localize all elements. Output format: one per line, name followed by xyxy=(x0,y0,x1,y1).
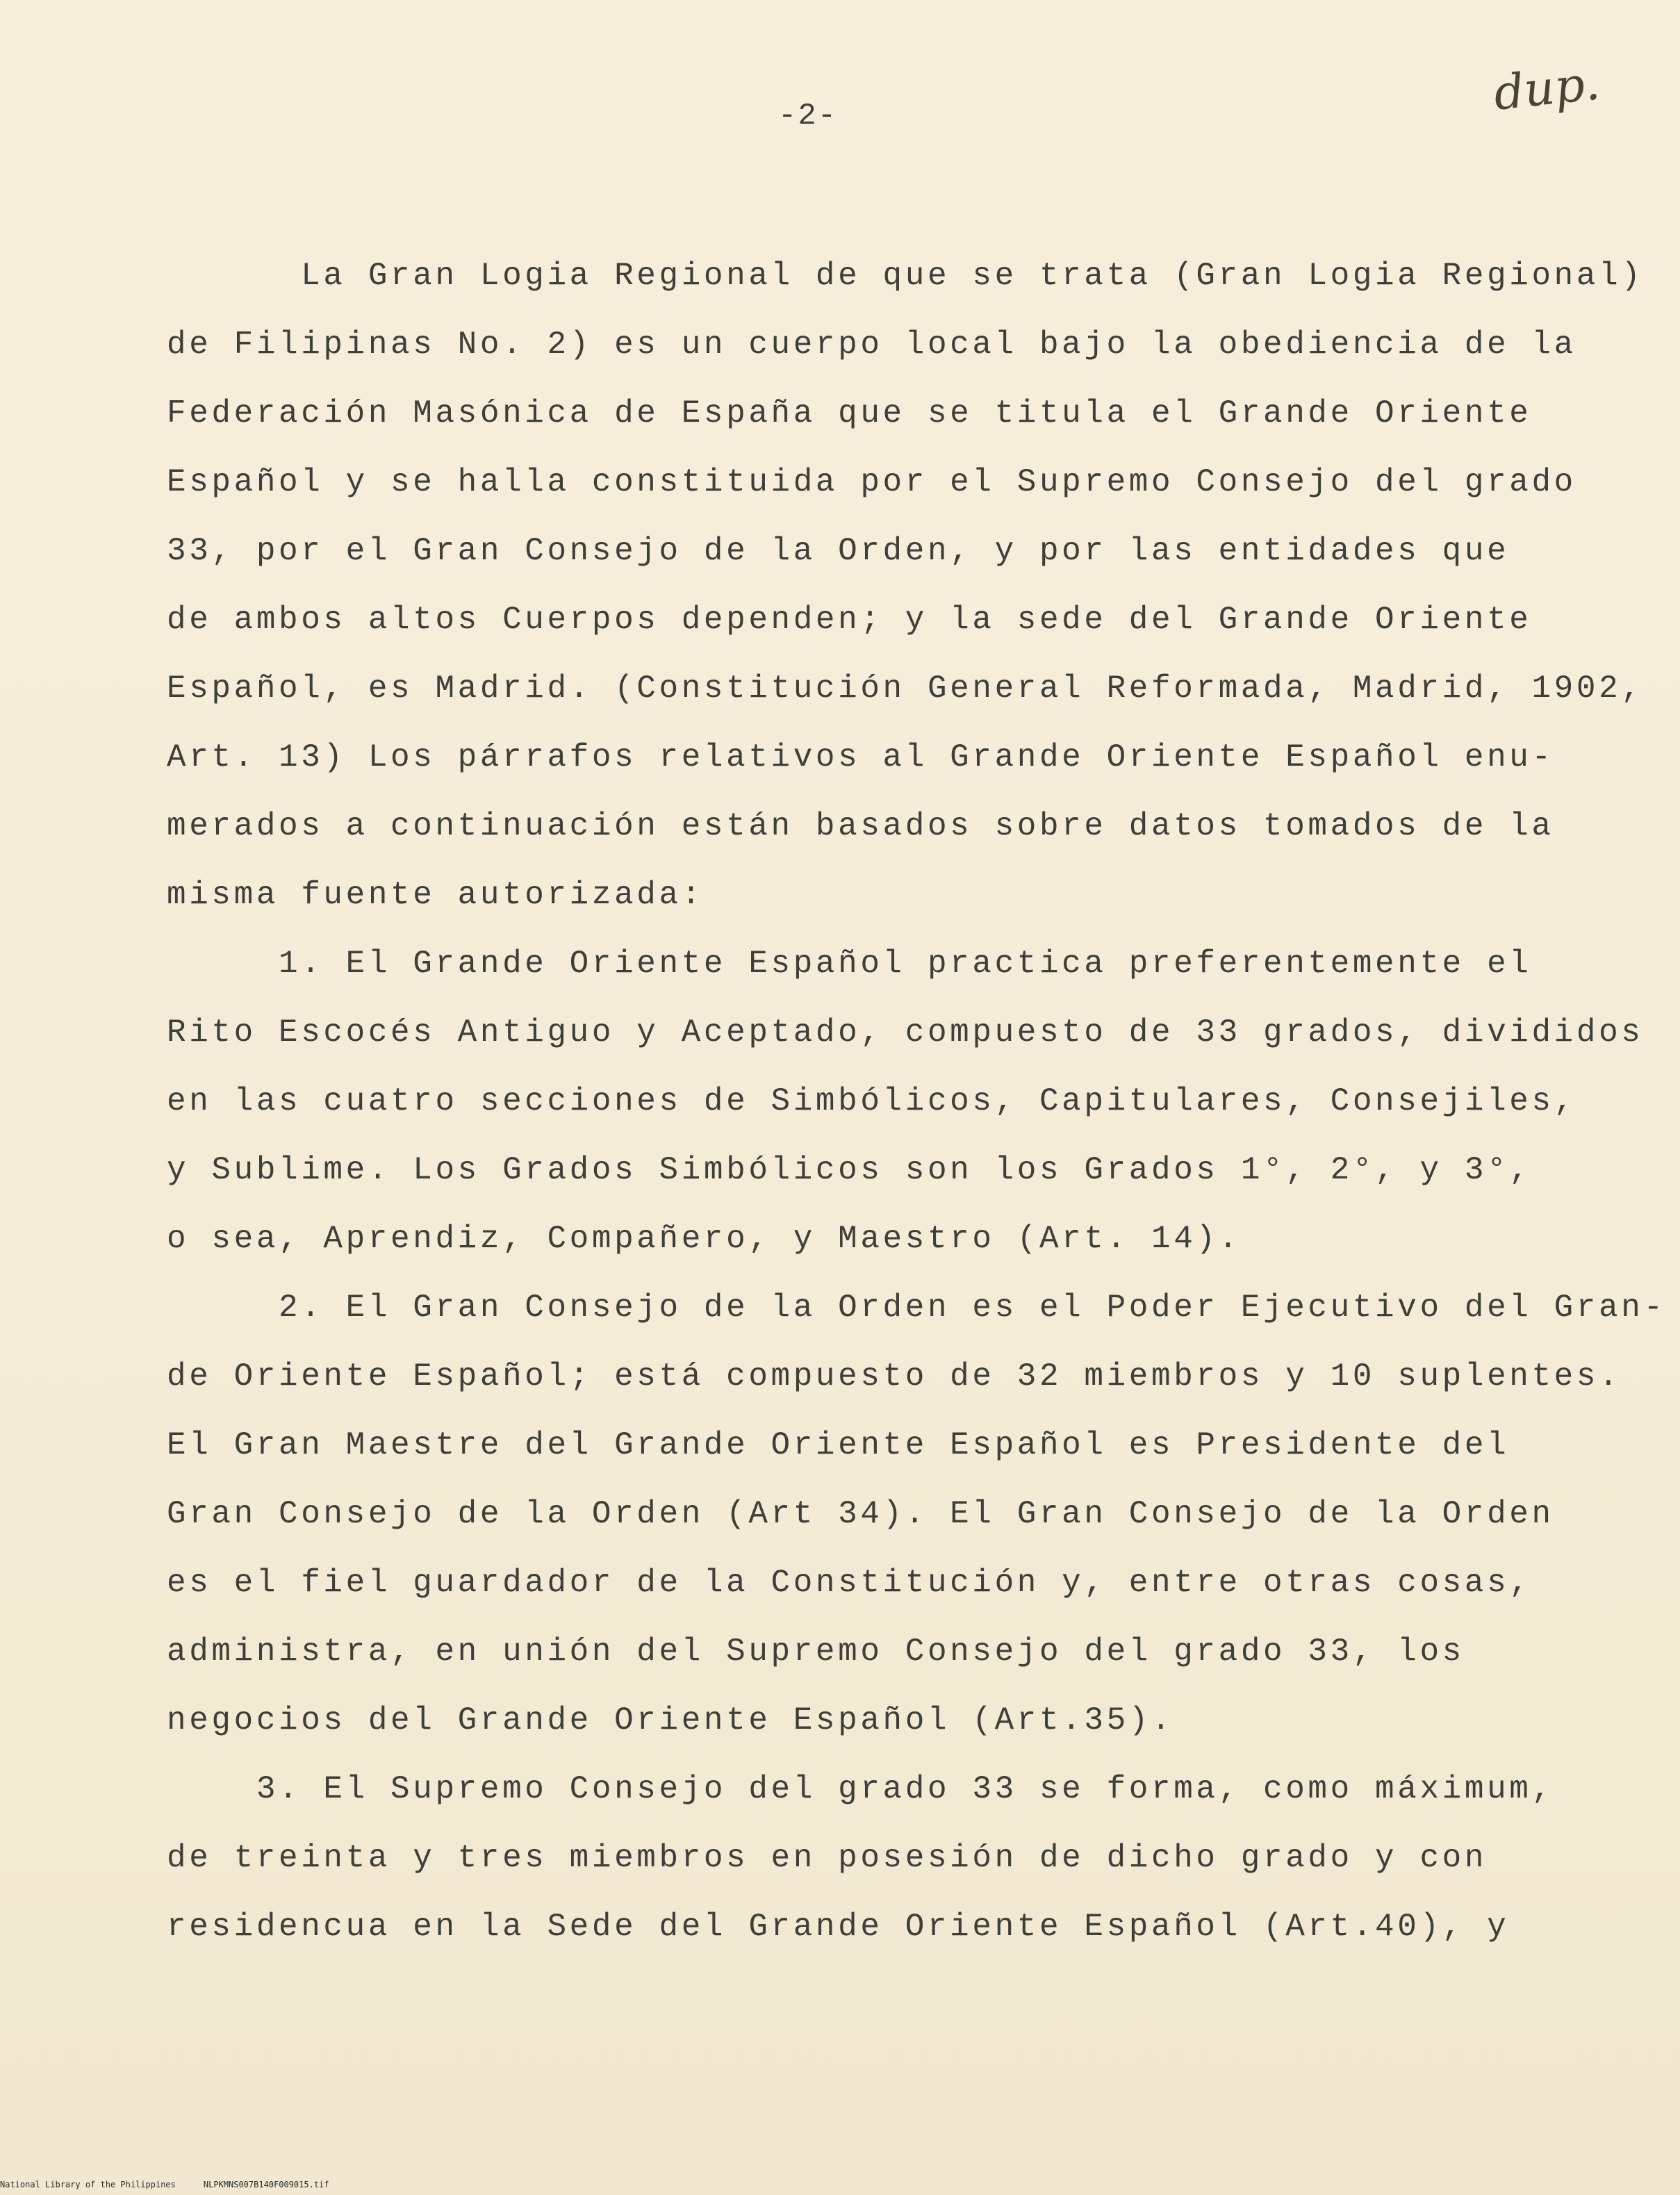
text-line: negocios del Grande Oriente Español (Art.35). xyxy=(167,1702,1174,1738)
text-line: 1. El Grande Oriente Español practica preferentemente el xyxy=(167,946,1532,982)
text-line: de Filipinas No. 2) es un cuerpo local bajo la obediencia de la xyxy=(167,327,1576,363)
text-line: Español y se halla constituida por el Supremo Consejo del grado xyxy=(167,464,1576,500)
text-line: merados a continuación están basados sobre datos tomados de la xyxy=(167,808,1554,844)
text-line: Federación Masónica de España que se titula el Grande Oriente xyxy=(167,395,1532,431)
text-line: 33, por el Gran Consejo de la Orden, y por las entidades que xyxy=(167,533,1510,569)
text-line: de Oriente Español; está compuesto de 32 miembros y 10 suplentes. xyxy=(167,1358,1622,1395)
body-text xyxy=(167,242,1666,1962)
page-number: -2- xyxy=(778,99,838,133)
text-line: misma fuente autorizada: xyxy=(167,877,704,913)
text-line: La Gran Logia Regional de que se trata (Gran Logia Regional) xyxy=(167,258,1644,294)
text-line: de ambos altos Cuerpos dependen; y la sede del Grande Oriente xyxy=(167,602,1532,638)
text-line: en las cuatro secciones de Simbólicos, Capitulares, Consejiles, xyxy=(167,1083,1576,1119)
text-line: o sea, Aprendiz, Compañero, y Maestro (Art. 14). xyxy=(167,1221,1241,1257)
text-line: El Gran Maestre del Grande Oriente Español es Presidente del xyxy=(167,1427,1510,1463)
text-line: 2. El Gran Consejo de la Orden es el Poder Ejecutivo del Gran- xyxy=(167,1290,1666,1326)
handwritten-annotation: dup. xyxy=(1491,56,1603,122)
text-line: Gran Consejo de la Orden (Art 34). El Gran Consejo de la Orden xyxy=(167,1496,1554,1532)
text-line: 3. El Supremo Consejo del grado 33 se forma, como máximum, xyxy=(167,1771,1554,1807)
footer-filename: NLPKMNS007B140F009015.tif xyxy=(203,2180,329,2189)
scan-footer xyxy=(0,2180,329,2189)
text-line: Art. 13) Los párrafos relativos al Grande Oriente Español enu- xyxy=(167,739,1554,775)
footer-institution: National Library of the Philippines xyxy=(0,2180,176,2189)
text-line: residencua en la Sede del Grande Oriente Español (Art.40), y xyxy=(167,1909,1510,1945)
text-line: Español, es Madrid. (Constitución General Reformada, Madrid, 1902, xyxy=(167,671,1644,707)
text-line: Rito Escocés Antiguo y Aceptado, compuesto de 33 grados, divididos xyxy=(167,1014,1644,1051)
text-line: y Sublime. Los Grados Simbólicos son los Grados 1°, 2°, y 3°, xyxy=(167,1152,1532,1188)
text-line: administra, en unión del Supremo Consejo del grado 33, los xyxy=(167,1634,1465,1670)
text-line: es el fiel guardador de la Constitución y, entre otras cosas, xyxy=(167,1565,1532,1601)
text-line: de treinta y tres miembros en posesión de dicho grado y con xyxy=(167,1840,1488,1876)
